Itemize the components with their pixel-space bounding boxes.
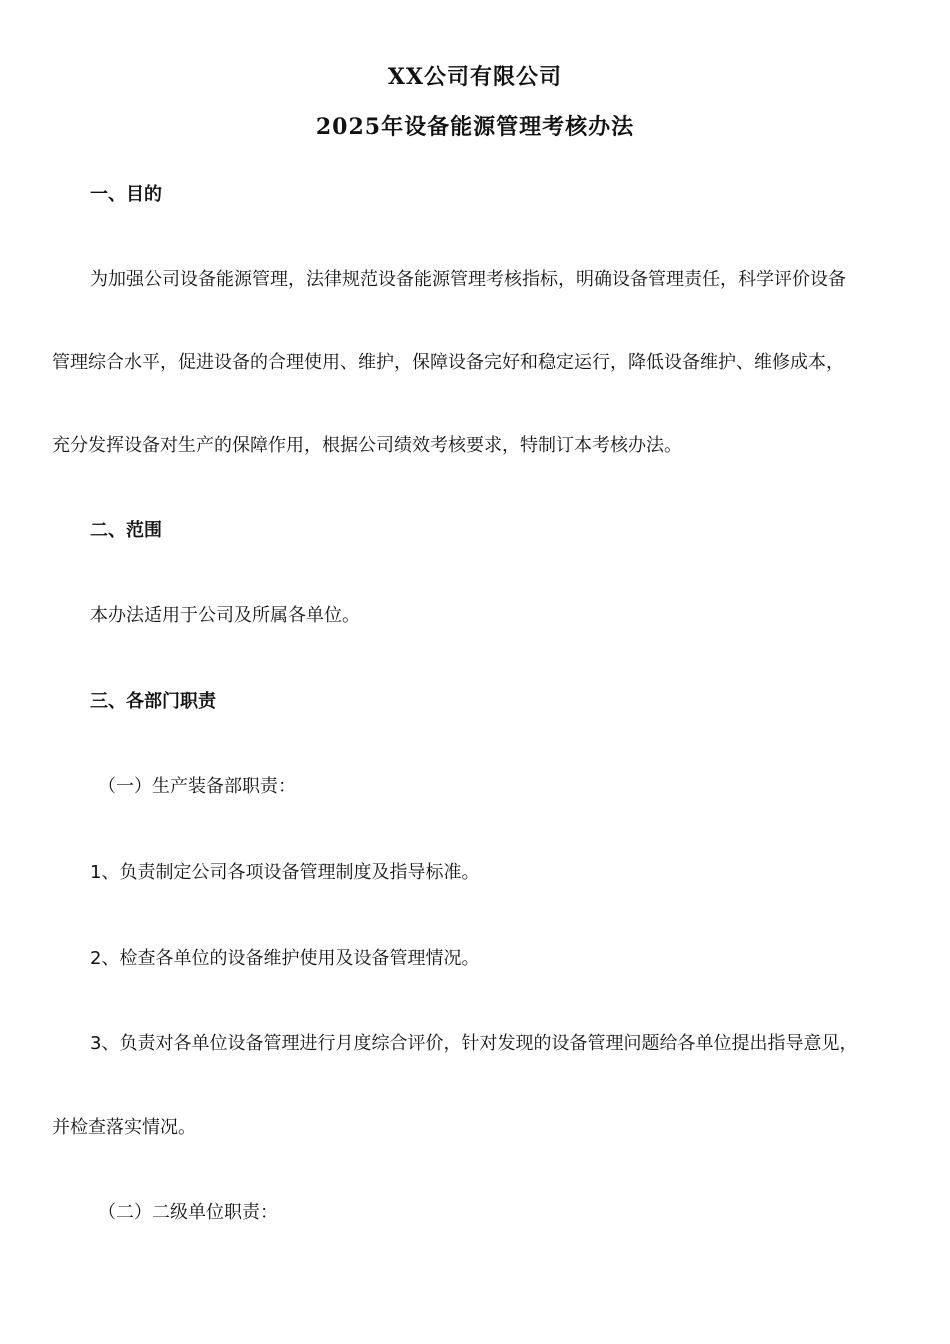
document-title-company: XX公司有限公司 xyxy=(387,64,563,90)
section-heading-duties: 三、各部门职责 xyxy=(90,691,216,712)
section-heading-purpose: 一、目的 xyxy=(90,184,162,205)
purpose-paragraph-line-1: 为加强公司设备能源管理，法律规范设备能源管理考核指标，明确设备管理责任，科学评价设备 xyxy=(90,269,846,290)
duties-item-2: 2、检查各单位的设备维护使用及设备管理情况。 xyxy=(90,948,480,969)
duties-subsection-2-title: （二）二级单位职责： xyxy=(98,1202,278,1223)
scope-paragraph: 本办法适用于公司及所属各单位。 xyxy=(90,605,360,626)
duties-item-3: 3、负责对各单位设备管理进行月度综合评价，针对发现的设备管理问题给各单位提出指导意见， xyxy=(90,1033,858,1054)
purpose-paragraph-line-3: 充分发挥设备对生产的保障作用，根据公司绩效考核要求，特制订本考核办法。 xyxy=(52,435,682,456)
duties-item-3-continuation: 并检查落实情况。 xyxy=(52,1117,196,1138)
duties-item-1: 1、负责制定公司各项设备管理制度及指导标准。 xyxy=(90,862,480,883)
section-heading-scope: 二、范围 xyxy=(90,520,162,541)
document-title-main: 2025年设备能源管理考核办法 xyxy=(315,114,635,140)
purpose-paragraph-line-2: 管理综合水平，促进设备的合理使用、维护，保障设备完好和稳定运行，降低设备维护、维修成本， xyxy=(52,352,844,373)
duties-subsection-1-title: （一）生产装备部职责： xyxy=(98,776,296,797)
